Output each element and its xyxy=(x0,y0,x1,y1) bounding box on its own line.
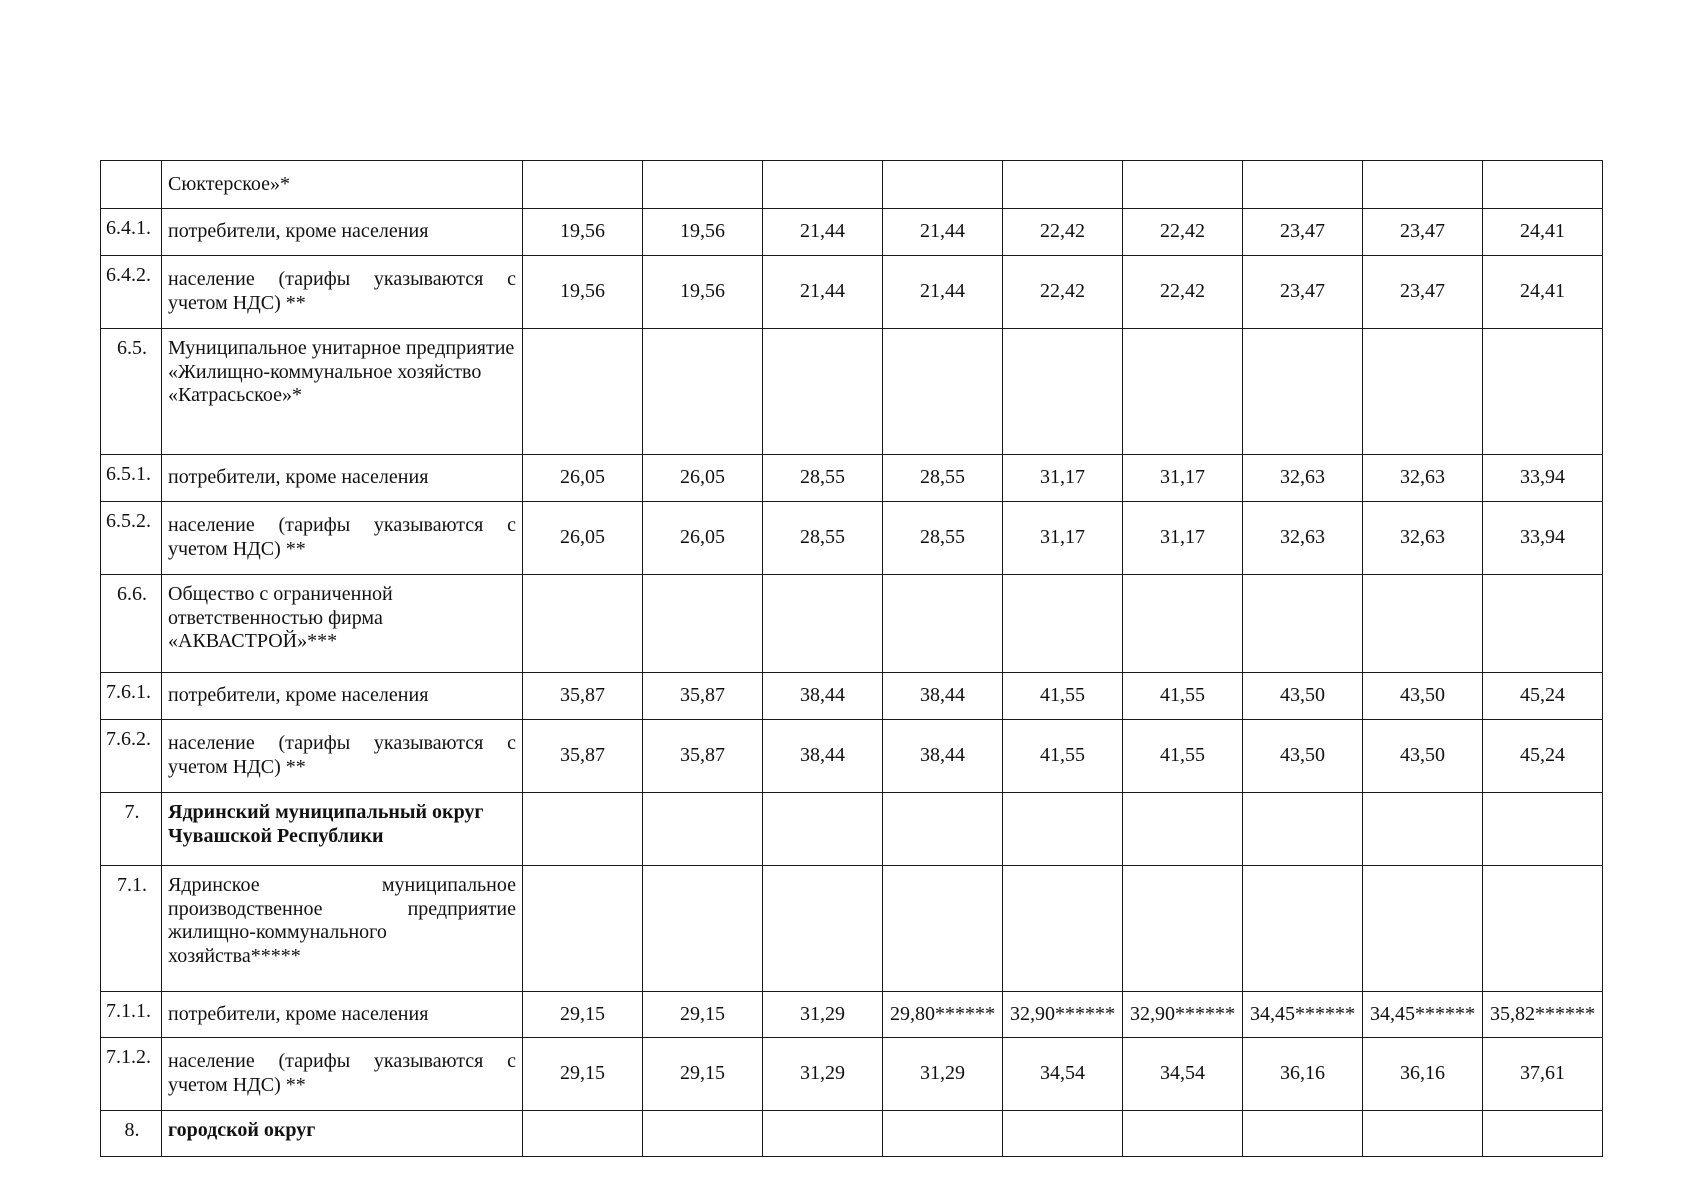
tariff-cell: 28,55 xyxy=(763,502,883,575)
row-label: Общество с ограниченной ответственностью фирма «АКВАСТРОЙ»*** xyxy=(162,575,523,673)
tariff-cell: 32,63 xyxy=(1243,455,1363,502)
tariff-cell: 31,29 xyxy=(763,992,883,1038)
tariff-cell: 38,44 xyxy=(763,720,883,793)
tariff-cell xyxy=(523,793,643,866)
tariff-cell: 41,55 xyxy=(1003,673,1123,720)
tariff-cell xyxy=(763,866,883,992)
row-label: население (тарифы указываются с учетом НДС) ** xyxy=(162,256,523,329)
row-label: Ядринское муниципальное производственное предприятие жилищно-коммунального хозяйства***** xyxy=(162,866,523,992)
table-row xyxy=(101,502,1603,575)
tariff-cell xyxy=(1243,329,1363,455)
table-row xyxy=(101,209,1603,256)
row-number: 6.4.2. xyxy=(101,256,162,329)
row-number: 7.6.1. xyxy=(101,673,162,720)
tariff-cell: 31,17 xyxy=(1123,455,1243,502)
tariff-cell xyxy=(883,575,1003,673)
table-row xyxy=(101,575,1603,673)
tariff-cell xyxy=(1363,793,1483,866)
tariff-cell: 29,80****** xyxy=(883,992,1003,1038)
tariff-cell: 36,16 xyxy=(1243,1038,1363,1111)
tariff-cell xyxy=(1243,575,1363,673)
row-number xyxy=(101,161,162,209)
tariff-cell xyxy=(643,866,763,992)
tariff-cell xyxy=(1483,1111,1603,1157)
tariff-cell: 31,17 xyxy=(1003,455,1123,502)
tariff-cell: 29,15 xyxy=(643,1038,763,1111)
tariff-cell: 31,17 xyxy=(1123,502,1243,575)
tariff-cell: 23,47 xyxy=(1243,256,1363,329)
row-number: 6.5.1. xyxy=(101,455,162,502)
tariff-cell xyxy=(523,161,643,209)
tariff-cell xyxy=(523,1111,643,1157)
row-label: городской округ xyxy=(162,1111,523,1157)
tariff-cell: 23,47 xyxy=(1363,256,1483,329)
table-row xyxy=(101,1111,1603,1157)
tariff-cell xyxy=(1363,161,1483,209)
tariff-cell xyxy=(1003,1111,1123,1157)
tariff-cell: 32,63 xyxy=(1243,502,1363,575)
tariff-cell: 35,87 xyxy=(643,673,763,720)
row-number: 6.5.2. xyxy=(101,502,162,575)
row-number: 7.6.2. xyxy=(101,720,162,793)
tariff-cell: 23,47 xyxy=(1363,209,1483,256)
tariff-cell: 34,45****** xyxy=(1363,992,1483,1038)
tariff-cell: 41,55 xyxy=(1123,720,1243,793)
row-label: потребители, кроме населения xyxy=(162,673,523,720)
tariff-cell: 32,63 xyxy=(1363,502,1483,575)
tariff-cell xyxy=(1483,866,1603,992)
tariff-cell xyxy=(1243,793,1363,866)
tariff-cell xyxy=(1483,793,1603,866)
tariff-cell xyxy=(1483,329,1603,455)
row-number: 7.1.1. xyxy=(101,992,162,1038)
tariff-cell xyxy=(643,161,763,209)
tariff-cell xyxy=(1123,793,1243,866)
tariff-cell: 35,82****** xyxy=(1483,992,1603,1038)
tariff-cell xyxy=(523,575,643,673)
row-label: Сюктерское»* xyxy=(162,161,523,209)
table-row xyxy=(101,673,1603,720)
tariff-cell xyxy=(1363,329,1483,455)
tariff-cell: 33,94 xyxy=(1483,455,1603,502)
tariff-cell: 43,50 xyxy=(1243,720,1363,793)
row-number: 7.1.2. xyxy=(101,1038,162,1111)
tariff-cell: 31,29 xyxy=(883,1038,1003,1111)
row-number: 6.5. xyxy=(101,329,162,455)
tariff-cell: 24,41 xyxy=(1483,256,1603,329)
tariff-cell xyxy=(883,793,1003,866)
tariff-cell xyxy=(1123,866,1243,992)
tariff-cell: 35,87 xyxy=(523,720,643,793)
tariff-cell: 45,24 xyxy=(1483,720,1603,793)
tariff-cell xyxy=(523,329,643,455)
tariff-cell: 34,54 xyxy=(1123,1038,1243,1111)
tariff-cell: 19,56 xyxy=(523,256,643,329)
row-label: потребители, кроме населения xyxy=(162,992,523,1038)
tariff-cell: 38,44 xyxy=(883,720,1003,793)
tariff-cell: 28,55 xyxy=(763,455,883,502)
row-label: население (тарифы указываются с учетом НДС) ** xyxy=(162,502,523,575)
table-row xyxy=(101,866,1603,992)
tariff-cell: 21,44 xyxy=(883,256,1003,329)
tariff-cell: 41,55 xyxy=(1003,720,1123,793)
row-label: Ядринский муниципальный округ Чувашской Республики xyxy=(162,793,523,866)
tariff-cell xyxy=(1123,329,1243,455)
tariff-cell xyxy=(883,866,1003,992)
tariff-cell: 28,55 xyxy=(883,455,1003,502)
tariff-cell xyxy=(883,1111,1003,1157)
tariff-cell xyxy=(763,161,883,209)
tariff-cell: 29,15 xyxy=(523,992,643,1038)
tariff-cell xyxy=(763,575,883,673)
tariff-cell: 41,55 xyxy=(1123,673,1243,720)
tariff-cell: 21,44 xyxy=(763,209,883,256)
tariff-cell xyxy=(1363,1111,1483,1157)
tariff-cell: 35,87 xyxy=(643,720,763,793)
tariff-cell xyxy=(1243,866,1363,992)
row-label: население (тарифы указываются с учетом НДС) ** xyxy=(162,720,523,793)
tariff-cell xyxy=(1243,1111,1363,1157)
tariff-cell: 34,54 xyxy=(1003,1038,1123,1111)
tariff-cell: 43,50 xyxy=(1243,673,1363,720)
tariff-cell: 34,45****** xyxy=(1243,992,1363,1038)
tariff-cell: 33,94 xyxy=(1483,502,1603,575)
tariff-cell: 35,87 xyxy=(523,673,643,720)
row-number: 8. xyxy=(101,1111,162,1157)
tariff-cell xyxy=(523,866,643,992)
row-number: 7.1. xyxy=(101,866,162,992)
tariff-cell xyxy=(763,793,883,866)
tariff-cell: 19,56 xyxy=(643,209,763,256)
table-row xyxy=(101,793,1603,866)
tariff-cell: 24,41 xyxy=(1483,209,1603,256)
tariff-cell: 29,15 xyxy=(523,1038,643,1111)
tariff-cell xyxy=(1003,866,1123,992)
tariff-cell: 23,47 xyxy=(1243,209,1363,256)
tariff-cell: 32,90****** xyxy=(1123,992,1243,1038)
tariff-cell: 26,05 xyxy=(643,455,763,502)
table-row xyxy=(101,329,1603,455)
tariff-cell xyxy=(883,161,1003,209)
tariff-cell xyxy=(643,329,763,455)
tariff-cell: 22,42 xyxy=(1003,209,1123,256)
tariff-cell xyxy=(1123,161,1243,209)
tariff-cell xyxy=(643,1111,763,1157)
tariff-cell: 21,44 xyxy=(883,209,1003,256)
row-number: 6.6. xyxy=(101,575,162,673)
tariff-cell: 38,44 xyxy=(763,673,883,720)
tariff-cell xyxy=(643,793,763,866)
table-row xyxy=(101,720,1603,793)
tariff-cell: 21,44 xyxy=(763,256,883,329)
tariff-cell: 36,16 xyxy=(1363,1038,1483,1111)
tariff-cell xyxy=(1123,1111,1243,1157)
tariff-table-body xyxy=(101,161,1603,1157)
tariff-cell xyxy=(763,1111,883,1157)
tariff-cell xyxy=(883,329,1003,455)
table-row xyxy=(101,161,1603,209)
tariff-cell xyxy=(1123,575,1243,673)
tariff-cell: 38,44 xyxy=(883,673,1003,720)
tariff-cell xyxy=(1003,161,1123,209)
tariff-cell xyxy=(643,575,763,673)
tariff-cell: 19,56 xyxy=(523,209,643,256)
tariff-cell xyxy=(1003,793,1123,866)
tariff-cell: 28,55 xyxy=(883,502,1003,575)
row-number: 7. xyxy=(101,793,162,866)
tariff-cell: 19,56 xyxy=(643,256,763,329)
tariff-cell: 31,29 xyxy=(763,1038,883,1111)
tariff-cell xyxy=(1003,329,1123,455)
row-number: 6.4.1. xyxy=(101,209,162,256)
tariff-cell: 29,15 xyxy=(643,992,763,1038)
row-label: потребители, кроме населения xyxy=(162,209,523,256)
tariff-cell: 26,05 xyxy=(523,455,643,502)
tariff-cell: 22,42 xyxy=(1123,256,1243,329)
table-row xyxy=(101,256,1603,329)
tariff-cell xyxy=(1483,575,1603,673)
tariff-cell xyxy=(763,329,883,455)
tariff-cell: 31,17 xyxy=(1003,502,1123,575)
tariff-cell: 32,90****** xyxy=(1003,992,1123,1038)
row-label: потребители, кроме населения xyxy=(162,455,523,502)
table-row xyxy=(101,1038,1603,1111)
tariff-cell: 26,05 xyxy=(643,502,763,575)
tariff-cell xyxy=(1243,161,1363,209)
tariff-cell xyxy=(1003,575,1123,673)
table-row xyxy=(101,992,1603,1038)
tariff-cell: 37,61 xyxy=(1483,1038,1603,1111)
table-row xyxy=(101,455,1603,502)
tariff-cell: 45,24 xyxy=(1483,673,1603,720)
tariff-cell xyxy=(1483,161,1603,209)
tariff-cell: 26,05 xyxy=(523,502,643,575)
tariff-cell xyxy=(1363,866,1483,992)
tariff-cell: 22,42 xyxy=(1003,256,1123,329)
row-label: население (тарифы указываются с учетом НДС) ** xyxy=(162,1038,523,1111)
tariff-table xyxy=(100,160,1603,1157)
tariff-cell xyxy=(1363,575,1483,673)
tariff-cell: 43,50 xyxy=(1363,673,1483,720)
tariff-cell: 22,42 xyxy=(1123,209,1243,256)
tariff-cell: 32,63 xyxy=(1363,455,1483,502)
row-label: Муниципальное унитарное предприятие «Жилищно-коммунальное хозяйство «Катрасьское»* xyxy=(162,329,523,455)
tariff-cell: 43,50 xyxy=(1363,720,1483,793)
